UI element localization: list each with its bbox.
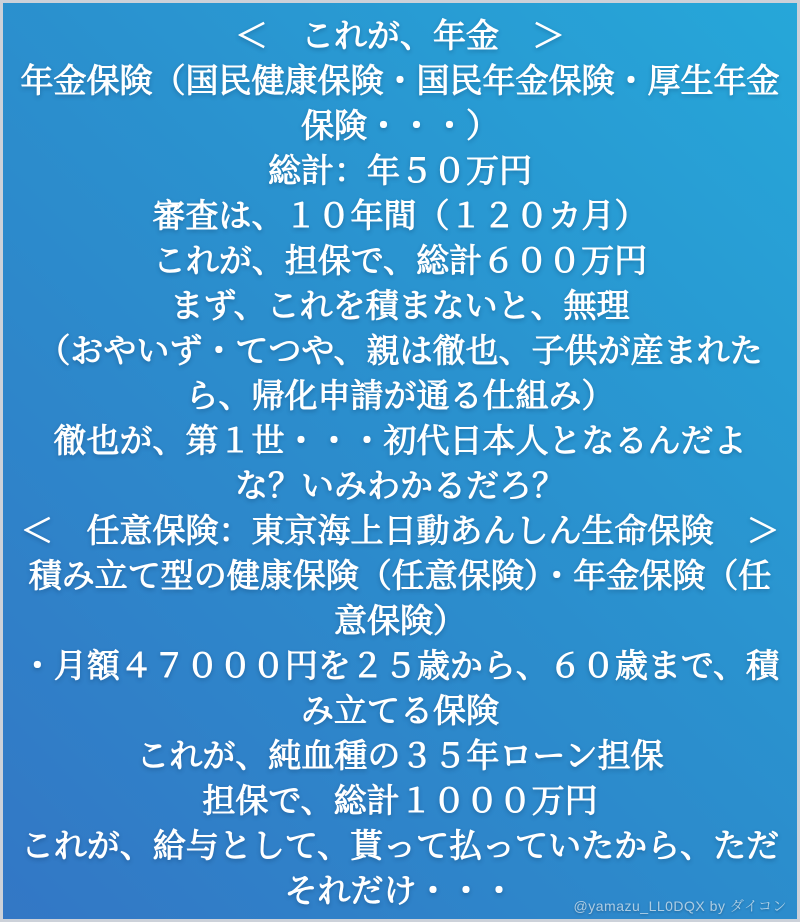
text-line: 総計：年５０万円 <box>268 152 532 189</box>
text-line: な？いみわかるだろ？ <box>235 467 565 504</box>
text-line: これが、担保で、総計６００万円 <box>152 242 648 279</box>
text-line: 年金保険（国民健康保険・国民年金保険・厚生年金 <box>20 62 780 99</box>
text-line: それだけ・・・ <box>284 872 516 909</box>
text-block <box>3 3 797 913</box>
text-line: （おやいず・てつや、親は徹也、子供が産まれた <box>37 332 763 369</box>
text-line: まず、これを積まないと、無理 <box>170 287 630 324</box>
text-line: これが、給与として、貰って払っていたから、ただ <box>20 827 780 864</box>
text-line: ・月額４７０００円を２５歳から、６０歳まで、積 <box>20 647 780 684</box>
text-line: ＜ 任意保険：東京海上日動あんしん生命保険 ＞ <box>20 512 780 549</box>
text-line: 保険・・・） <box>301 107 499 144</box>
text-line: 担保で、総計１０００万円 <box>202 782 598 819</box>
text-line: 意保険） <box>334 602 466 639</box>
text-line: これが、純血種の３５年ローン担保 <box>136 737 664 774</box>
text-line: 審査は、１０年間（１２０カ月） <box>152 197 648 234</box>
watermark: @yamazu_LL0DQX by ダイコン <box>573 898 787 914</box>
text-line: み立てる保険 <box>301 692 499 729</box>
text-line: 積み立て型の健康保険（任意保険）・年金保険（任 <box>28 557 772 594</box>
text-line: ＜ これが、年金 ＞ <box>235 17 565 54</box>
text-line: 徹也が、第１世・・・初代日本人となるんだよ <box>53 422 747 459</box>
text-line: ら、帰化申請が通る仕組み） <box>185 377 615 414</box>
